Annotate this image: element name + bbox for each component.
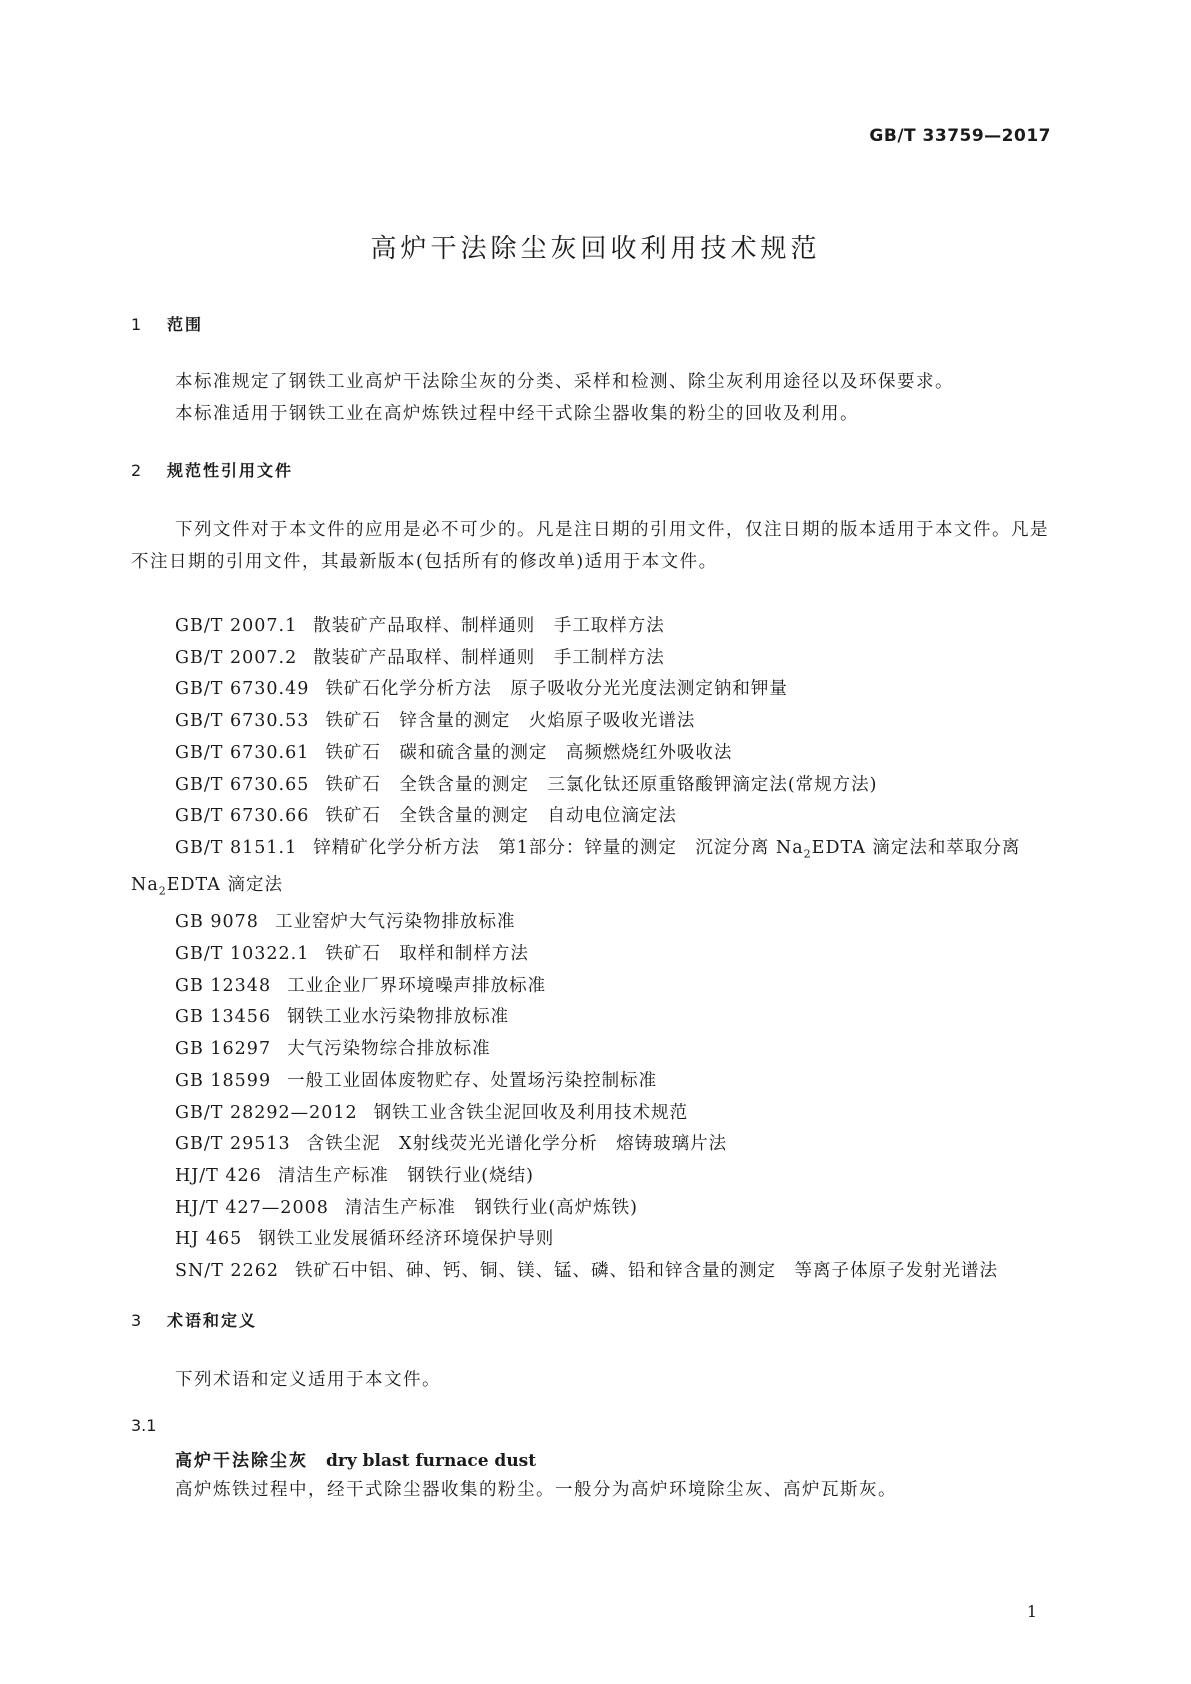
reference-title: 铁矿石 全铁含量的测定 三氯化钛还原重铬酸钾滴定法(常规方法) xyxy=(325,774,878,795)
subscript: 2 xyxy=(158,884,167,898)
reference-title: 清洁生产标准 钢铁行业(高炉炼铁) xyxy=(344,1197,639,1218)
section-number: 1 xyxy=(131,315,144,334)
reference-title: 散装矿产品取样、制样通则 手工取样方法 xyxy=(313,616,665,636)
reference-title: 钢铁工业含铁尘泥回收及利用技术规范 xyxy=(373,1102,689,1123)
reference-item xyxy=(131,1224,1059,1256)
document-title: 高炉干法除尘灰回收利用技术规范 xyxy=(370,234,821,264)
reference-item xyxy=(131,1256,1059,1288)
paragraph: 下列文件对于本文件的应用是必不可少的。凡是注日期的引用文件，仅注日期的版本适用于本文件。凡是不注日期的引用文件，其最新版本(包括所有的修改单)适用于本文件。 xyxy=(131,520,1049,572)
reference-code: GB 16297 xyxy=(175,1039,272,1060)
reference-code: SN/T 2262 xyxy=(175,1261,279,1282)
paragraph: 下列术语和定义适用于本文件。 xyxy=(175,1370,441,1390)
section-title: 术语和定义 xyxy=(167,1311,258,1330)
reference-item xyxy=(131,1066,1059,1098)
section-1-body xyxy=(131,367,1059,430)
reference-code: GB/T 28292—2012 xyxy=(175,1102,358,1123)
reference-code: GB/T 29513 xyxy=(175,1134,291,1155)
term-chinese: 高炉干法除尘灰 xyxy=(175,1451,308,1471)
reference-code: GB 9078 xyxy=(175,912,259,933)
subscript: 2 xyxy=(803,847,812,861)
reference-title: 一般工业固体废物贮存、处置场污染控制标准 xyxy=(287,1070,658,1091)
reference-item xyxy=(131,674,1059,706)
reference-title: 钢铁工业发展循环经济环境保护导则 xyxy=(258,1229,555,1250)
section-1-heading xyxy=(131,312,203,335)
reference-item xyxy=(131,1034,1059,1066)
reference-code: GB/T 2007.2 xyxy=(175,647,298,668)
reference-title: EDTA 滴定法 xyxy=(166,875,283,896)
section-title: 规范性引用文件 xyxy=(167,461,294,480)
section-number: 2 xyxy=(131,461,144,480)
term-number: 3.1 xyxy=(131,1416,157,1435)
reference-code: GB/T 6730.65 xyxy=(175,774,310,795)
reference-code: GB/T 6730.49 xyxy=(175,679,310,700)
section-2-intro xyxy=(131,515,1059,578)
reference-code: GB/T 6730.66 xyxy=(175,806,310,827)
reference-item xyxy=(131,939,1059,971)
reference-title: 铁矿石化学分析方法 原子吸收分光光度法测定钠和钾量 xyxy=(325,679,788,700)
reference-title: 散装矿产品取样、制样通则 手工制样方法 xyxy=(313,647,665,668)
section-2-heading xyxy=(131,458,293,481)
reference-item xyxy=(131,643,1059,675)
reference-item xyxy=(131,770,1059,802)
reference-code: GB/T 6730.53 xyxy=(175,711,310,732)
reference-code: GB/T 8151.1 xyxy=(175,837,298,858)
reference-item xyxy=(131,907,1059,939)
reference-item xyxy=(131,971,1059,1003)
reference-title: 含铁尘泥 X射线荧光光谱化学分析 熔铸玻璃片法 xyxy=(306,1134,728,1155)
section-number: 3 xyxy=(131,1311,144,1330)
reference-item xyxy=(131,1193,1059,1225)
document-code: GB/T 33759—2017 xyxy=(869,126,1051,146)
normative-references-list xyxy=(131,611,1059,1288)
reference-item xyxy=(131,1129,1059,1161)
term-english: dry blast furnace dust xyxy=(326,1451,537,1471)
reference-item xyxy=(131,1002,1059,1034)
reference-title: 清洁生产标准 钢铁行业(烧结) xyxy=(277,1165,534,1186)
reference-item xyxy=(131,1161,1059,1193)
reference-item xyxy=(131,801,1059,833)
reference-title: 铁矿石 全铁含量的测定 自动电位滴定法 xyxy=(325,806,677,827)
reference-title: 铁矿石 锌含量的测定 火焰原子吸收光谱法 xyxy=(325,711,696,732)
section-3-intro xyxy=(131,1365,1059,1397)
reference-code: GB/T 10322.1 xyxy=(175,944,310,965)
reference-title: 铁矿石 碳和硫含量的测定 高频燃烧红外吸收法 xyxy=(325,742,733,763)
reference-code: GB 12348 xyxy=(175,975,272,996)
reference-title: 工业企业厂界环境噪声排放标准 xyxy=(287,975,547,996)
reference-title: 工业窑炉大气污染物排放标准 xyxy=(274,912,516,933)
reference-title: 铁矿石 取样和制样方法 xyxy=(325,944,529,965)
reference-title: 钢铁工业水污染物排放标准 xyxy=(287,1007,510,1028)
reference-code: HJ 465 xyxy=(175,1229,243,1250)
reference-title: 大气污染物综合排放标准 xyxy=(287,1039,491,1060)
page-number: 1 xyxy=(1026,1602,1037,1621)
reference-code: HJ/T 426 xyxy=(175,1165,262,1186)
reference-item xyxy=(131,706,1059,738)
reference-item xyxy=(131,1098,1059,1130)
paragraph: 本标准适用于钢铁工业在高炉炼铁过程中经干式除尘器收集的粉尘的回收及利用。 xyxy=(175,403,859,424)
reference-title: 锌精矿化学分析方法 第1部分：锌量的测定 沉淀分离 Na xyxy=(313,837,804,858)
reference-code: GB 13456 xyxy=(175,1007,272,1028)
reference-code: GB/T 6730.61 xyxy=(175,742,310,763)
reference-title: EDTA 滴定法和萃取分离 Na xyxy=(131,837,1021,896)
reference-code: HJ/T 427—2008 xyxy=(175,1197,329,1218)
section-3-heading xyxy=(131,1308,257,1331)
reference-code: GB 18599 xyxy=(175,1070,272,1091)
reference-item xyxy=(131,611,1059,643)
paragraph: 本标准规定了钢铁工业高炉干法除尘灰的分类、采样和检测、除尘灰利用途径以及环保要求。 xyxy=(175,372,954,392)
term-definition: 高炉炼铁过程中，经干式除尘器收集的粉尘。一般分为高炉环境除尘灰、高炉瓦斯灰。 xyxy=(175,1480,897,1500)
section-title: 范围 xyxy=(167,315,204,334)
term-entry xyxy=(175,1446,536,1471)
reference-code: GB/T 2007.1 xyxy=(175,616,298,636)
reference-item xyxy=(131,833,1059,907)
reference-title: 铁矿石中铝、砷、钙、铜、镁、锰、磷、铅和锌含量的测定 等离子体原子发射光谱法 xyxy=(294,1261,998,1282)
reference-item xyxy=(131,738,1059,770)
